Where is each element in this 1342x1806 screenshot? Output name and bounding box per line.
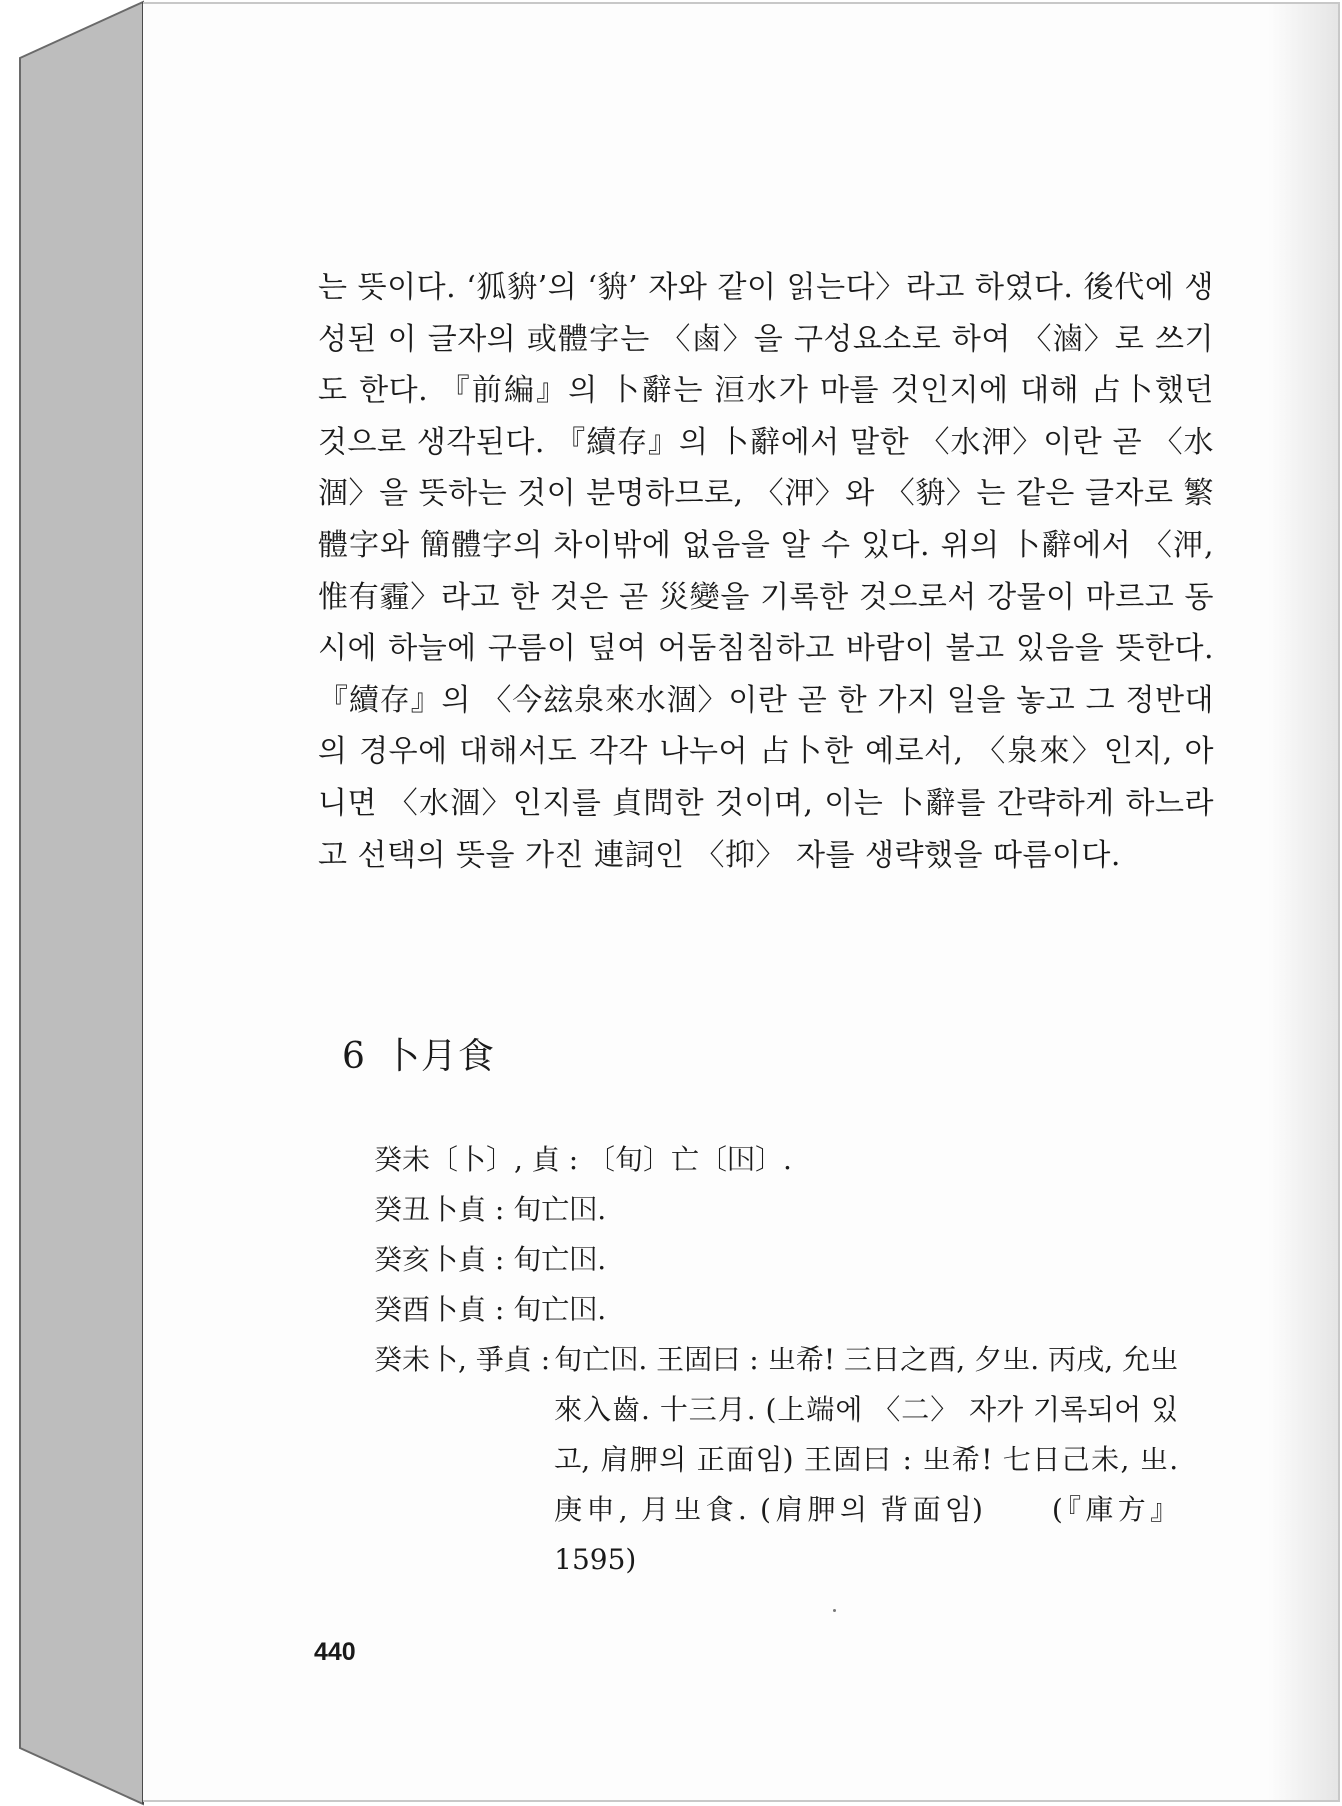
body-paragraph: 는 뜻이다. ‘狐貈’의 ‘貈’ 자와 같이 읽는다〉라고 하였다. 後代에 생성된 이 글자의 或體字는 〈鹵〉을 구성요소로 하여 〈滷〉로 쓰기도 한다. 『前編』의 卜辭는 洹水가 마를 것인지에 대해 占卜했던 것으로 생각된다. 『續存』의 卜辭에서 말한 〈水㳌〉이란 곧 〈水涸〉을 뜻하는 것이 분명하므로, 〈㳌〉와 〈貈〉는 같은 글자로 繁體字와 簡體字의 차이밖에 없음을 알 수 있다. 위의 卜辭에서 〈㳌, 惟有霾〉라고 한 것은 곧 災變을 기록한 것으로서 강물이 마르고 동시에 하늘에 구름이 덮여 어둠침침하고 바람이 불고 있음을 뜻한다. 『續存』의 〈今玆泉來水涸〉이란 곧 한 가지 일을 놓고 그 정반대의 경우에 대해서도 각각 나누어 占卜한 예로서, 〈泉來〉인지, 아니면 〈水涸〉인지를 貞問한 것이며, 이는 卜辭를 간략하게 하느라고 선택의 뜻을 가진 連詞인 〈抑〉 자를 생략했을 따름이다. (318, 270, 1214, 873)
page-edge-shadow (1268, 4, 1338, 1800)
section-title: 卜月食 (383, 1036, 495, 1077)
inscription-block (374, 1135, 1214, 1585)
inscription-line: 癸亥卜貞 : 旬亡𡆥. (374, 1243, 607, 1276)
body-text (318, 262, 1214, 881)
inscription-line: 癸丑卜貞 : 旬亡𡆥. (374, 1193, 607, 1226)
inscription-text: 旬亡𡆥. 王固曰 : 㞢希! 三日之酉, 夕㞢. 丙戌, 允㞢來入齒. 十三月. (上端에 〈二〉 자가 기록되어 있고, 肩胛의 正面임) 王固曰 : 㞢希! 七日己未, 㞢. 庚申, 月㞢食. (肩胛의 背面임) (『庫方』 1595) (554, 1343, 1179, 1576)
inscription-entry (374, 1335, 1214, 1585)
section-heading (342, 1028, 495, 1079)
inscription-line: 癸未〔卜〕, 貞 : 〔旬〕亡〔𡆥〕. (374, 1143, 792, 1176)
scan-speck (833, 1609, 836, 1612)
inscription-label: 癸未卜, 爭貞 : (374, 1343, 551, 1376)
page-number: 440 (314, 1638, 356, 1666)
section-number: 6 (342, 1036, 366, 1077)
inscription-line: 癸酉卜貞 : 旬亡𡆥. (374, 1293, 607, 1326)
